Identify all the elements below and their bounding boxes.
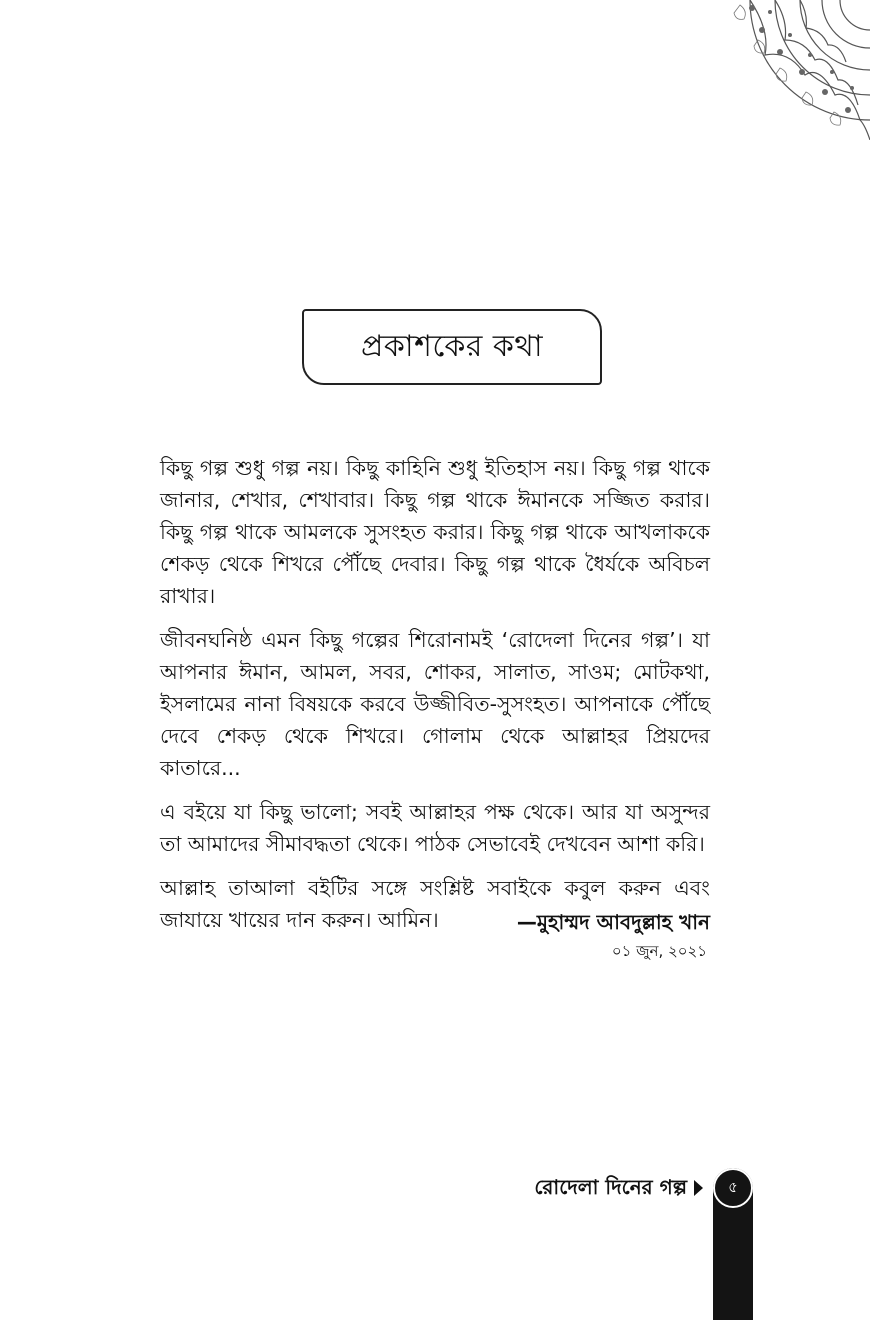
mandala-ornament-icon [710,0,870,140]
footer-book-title: রোদেলা দিনের গল্প [534,1175,687,1199]
page-number: ৫ [728,1177,738,1196]
author-signature: —মুহাম্মদ আবদুল্লাহ খান [516,910,710,934]
paragraph-2: জীবনঘনিষ্ঠ এমন কিছু গল্পের শিরোনামই ‘রোদেলা দিনের গল্প’। যা আপনার ঈমান, আমল, সবর, শোকর, সালাত, সাওম; মোটকথা, ইসলামের নানা বিষয়কে করবে উজ্জীবিত-সুসংহত। আপনাকে পৌঁছে দেবে শেকড় থেকে শিখরে। গোলাম থেকে আল্লাহর প্রিয়দের কাতারে... [160,628,710,780]
page-title: প্রকাশকের কথা [360,328,544,364]
paragraph-4: আল্লাহ তাআলা বইটির সঙ্গে সংশ্লিষ্ট সবাইকে কবুল করুন এবং জাযায়ে খায়ের দান করুন। আমিন। [160,876,710,932]
title-box [302,309,602,385]
page-number-badge [713,1168,753,1208]
paragraph-3: এ বইয়ে যা কিছু ভালো; সবই আল্লাহর পক্ষ থেকে। আর যা অসুন্দর তা আমাদের সীমাবদ্ধতা থেকে। পাঠক সেভাবেই দেখবেন আশা করি। [160,800,710,856]
body-text [160,452,710,948]
triangle-right-icon [694,1180,703,1196]
paragraph-1: কিছু গল্প শুধু গল্প নয়। কিছু কাহিনি শুধু ইতিহাস নয়। কিছু গল্প থাকে জানার, শেখার, শেখাবার। কিছু গল্প থাকে ঈমানকে সজ্জিত করার। কিছু গল্প থাকে আমলকে সুসংহত করার। কিছু গল্প থাকে আখলাককে শেকড় থেকে শিখরে পৌঁছে দেবার। কিছু গল্প থাকে ধৈর্যকে অবিচল রাখার। [160,456,710,608]
signature-date: ০১ জুন, ২০২১ [611,942,707,960]
